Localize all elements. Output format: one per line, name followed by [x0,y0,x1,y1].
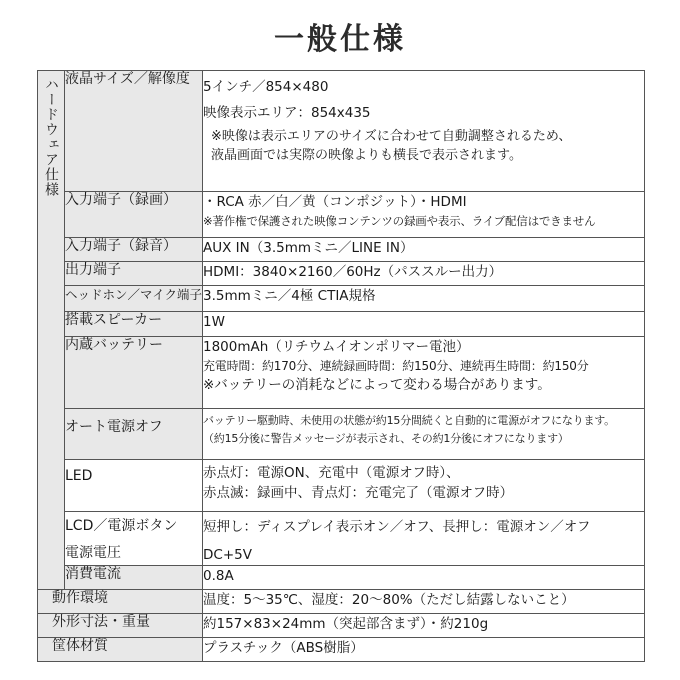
environment-value: 温度：5〜35℃、湿度：20〜80%（ただし結露しないこと） [203,590,645,614]
lcd-size-line1: 5インチ／854×480 [203,79,329,95]
page-title: 一般仕様 [274,22,406,57]
table-row [38,286,645,312]
speaker-value: 1W [203,312,645,337]
dimensions-value: 約157×83×24mm（突起部含まず）・約210g [203,614,645,638]
auto-off-value [203,409,645,460]
table-row [38,512,645,540]
lcd-size-label: 液晶サイズ／解像度 [65,71,203,192]
table-row [38,337,645,409]
auto-off-label: オート電源オフ [65,409,203,460]
auto-off-line2: （約15分後に警告メッセージが表示され、その約1分後にオフになります） [203,432,569,445]
hardware-spec-label: ハードウェア仕様 [43,77,59,197]
table-row [38,590,645,614]
table-row [38,614,645,638]
lcd-size-line2: 映像表示エリア：854x435 [203,105,371,121]
battery-line2: 充電時間：約170分、連続録画時間：約150分、連続再生時間：約150分 [203,359,589,373]
lcd-button-label: LCD／電源ボタン [65,512,203,540]
table-row [38,262,645,286]
table-row [38,566,645,590]
spec-table [37,70,645,662]
input-audio-label: 入力端子（録音） [65,238,203,262]
input-record-label: 入力端子（録画） [65,192,203,238]
environment-label: 動作環境 [38,590,203,614]
input-audio-value: AUX IN（3.5mmミニ／LINE IN） [203,238,645,262]
headphone-value: 3.5mmミニ／4極 CTIA規格 [203,286,645,312]
voltage-label: 電源電圧 [65,540,203,566]
lcd-button-value: 短押し：ディスプレイ表示オン／オフ、長押し：電源オン／オフ [203,512,645,540]
table-row [38,312,645,337]
material-label: 筐体材質 [38,638,203,662]
table-row [38,71,645,192]
lcd-size-value [203,71,645,192]
voltage-value: DC+5V [203,540,645,566]
hardware-spec-header [38,71,65,590]
input-record-line1: ・RCA 赤／白／黄（コンポジット）・HDMI [203,194,467,210]
material-value: プラスチック（ABS樹脂） [203,638,645,662]
current-value: 0.8A [203,566,645,590]
current-label: 消費電流 [65,566,203,590]
output-label: 出力端子 [65,262,203,286]
table-row [38,192,645,238]
input-record-note: ※著作権で保護された映像コンテンツの録画や表示、ライブ配信はできません [203,214,596,228]
battery-value [203,337,645,409]
dimensions-label: 外形寸法・重量 [38,614,203,638]
lcd-size-note2: 液晶画面では実際の映像よりも横長で表示されます。 [211,148,522,163]
led-value [203,460,645,512]
output-value: HDMI：3840×2160／60Hz（パススルー出力） [203,262,645,286]
auto-off-line1: バッテリー駆動時、未使用の状態が約15分間続くと自動的に電源がオフになります。 [203,414,615,427]
led-line2: 赤点滅：録画中、青点灯：充電完了（電源オフ時） [203,485,514,501]
battery-label: 内蔵バッテリー [65,337,203,409]
led-label: LED [65,460,203,512]
headphone-label: ヘッドホン／マイク端子 [65,286,203,312]
battery-line1: 1800mAh（リチウムイオンポリマー電池） [203,339,470,355]
led-line1: 赤点灯：電源ON、充電中（電源オフ時）、 [203,465,460,481]
lcd-size-note1: ※映像は表示エリアのサイズに合わせて自動調整されるため、 [211,129,572,144]
speaker-label: 搭載スピーカー [65,312,203,337]
table-row [38,238,645,262]
table-row [38,638,645,662]
battery-line3: ※バッテリーの消耗などによって変わる場合があります。 [203,377,551,393]
table-row [38,460,645,512]
input-record-value [203,192,645,238]
table-row [38,540,645,566]
table-row [38,409,645,460]
